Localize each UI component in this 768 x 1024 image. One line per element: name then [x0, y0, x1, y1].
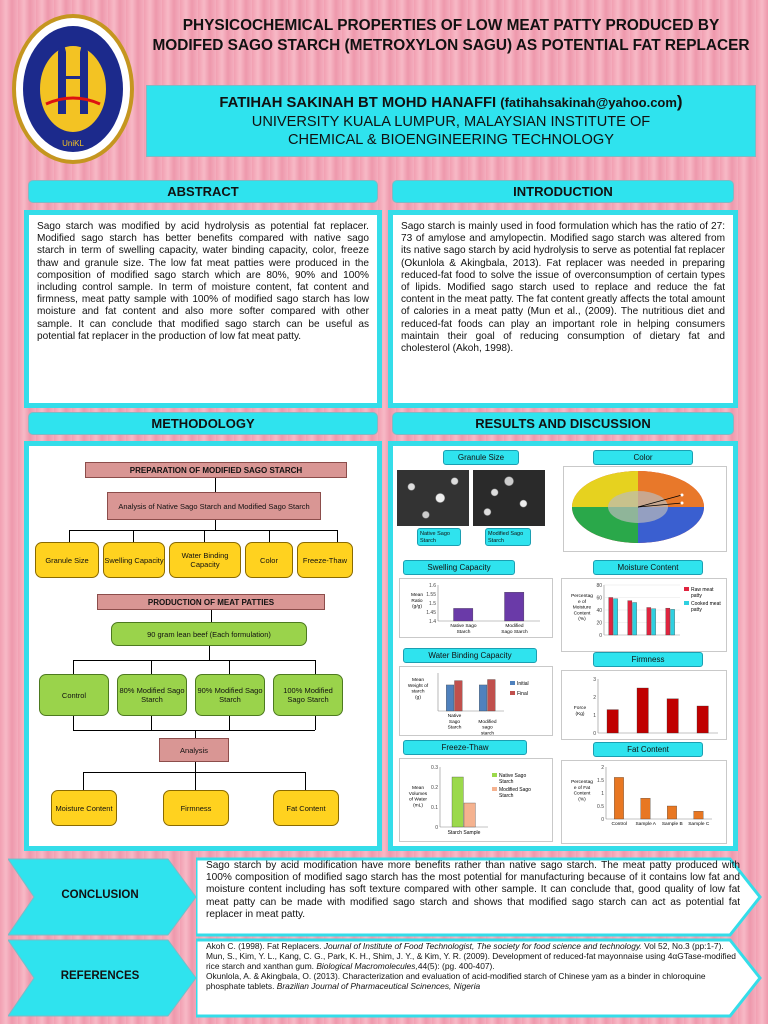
x-tick-label: Starch	[456, 629, 471, 635]
y-axis-label: e of Fat	[573, 785, 591, 791]
introduction-text: Sago starch is mainly used in food formulation which has the ratio of 27: 73 of amylose and amylopectin. Modified sago starch was altered from its native sago starch by acid hydrolysis to serve as potential fat replacer (Okunlola & Akingbala, 2013). Fat replacer was needed in preparing reduced-fat food to solve the issue of overconsumption of certain types of lipids. Modified sago starch used to replace and reduce the fat content in the meat patty. The fat content greatly affects the total amount of calories in a meat patty (Mun et al., (2009). The nutritious diet and reduced-fat foods can play an important role in helping consumers maintain their goal of reducing consumption of dietary fat and cholesterol (Akoh, 1998).	[401, 221, 725, 355]
y-tick-label: 20	[596, 620, 602, 627]
results-panel	[388, 441, 738, 851]
bar-fat	[641, 798, 650, 819]
legend-swatch	[492, 787, 497, 791]
abstract-heading: ABSTRACT	[28, 180, 378, 203]
references-list	[206, 942, 738, 992]
bar-moisture	[647, 608, 651, 636]
label-water-binding: Water Binding Capacity	[403, 648, 537, 663]
x-tick-label: Sample B	[661, 822, 683, 827]
label-granule-size: Granule Size	[443, 450, 519, 465]
y-axis-label: (%)	[578, 797, 586, 803]
y-axis-label: Mean	[412, 786, 424, 791]
label-freeze-thaw: Freeze-Thaw	[403, 740, 527, 755]
bar-moisture	[614, 599, 618, 635]
university-crest-icon	[16, 18, 130, 160]
y-tick-label: 1	[601, 791, 604, 797]
x-tick-label: Sample C	[688, 822, 710, 827]
bar-fat	[667, 806, 676, 819]
y-tick-label: 0.2	[431, 785, 438, 791]
y-axis-label: (%)	[578, 617, 586, 623]
y-axis-label: Percentag	[571, 780, 593, 785]
x-tick-label: Native Sago	[450, 624, 477, 629]
y-tick-label: 40	[596, 608, 602, 614]
x-tick-label: Native	[447, 714, 462, 719]
y-tick-label: 1.5	[597, 778, 604, 784]
label-native-starch: Native Sago Starch	[417, 528, 461, 546]
bar-moisture	[633, 603, 637, 636]
label-swelling: Swelling Capacity	[403, 560, 515, 575]
y-axis-label: Mean	[411, 593, 423, 598]
legend-swatch	[684, 601, 689, 605]
bar-swelling	[505, 592, 524, 621]
y-tick-label: 1	[593, 713, 596, 719]
label-color: Color	[593, 450, 693, 465]
y-tick-label: 0.3	[431, 765, 438, 771]
legend-swatch	[492, 773, 497, 777]
outcome-moisture: Moisture Content	[51, 790, 117, 826]
y-tick-label: 1.4	[429, 619, 436, 625]
label-moisture: Moisture Content	[593, 560, 703, 575]
author-email: (fatihahsakinah@yahoo.com	[500, 95, 677, 110]
analysis-native-box: Analysis of Native Sago Starch and Modified Sago Starch	[107, 492, 321, 520]
y-axis-label: Ratio	[411, 598, 423, 604]
x-tick-label: Modified	[478, 719, 497, 725]
bar-freeze	[452, 777, 463, 827]
color-wheel-icon	[564, 467, 724, 549]
y-tick-label: 2	[593, 695, 596, 701]
legend-label: patty	[691, 607, 702, 613]
bar-fat	[614, 777, 623, 819]
x-tick-label: Sample A	[635, 822, 657, 827]
svg-text:UniKL: UniKL	[62, 139, 84, 148]
introduction-heading: INTRODUCTION	[392, 180, 734, 203]
legend-label: Final	[517, 691, 528, 697]
y-axis-label: Weight of	[407, 683, 429, 689]
y-tick-label: 0	[599, 633, 602, 639]
y-axis-label: (mL)	[413, 803, 423, 809]
legend-swatch	[510, 681, 515, 685]
reference-item: Mun, S., Kim, Y. L., Kang, C. G., Park, K. H., Shim, J. Y., & Kim, Y. R. (2009). Development of reduced-fat mayonnaise using 4αGTase-modified rice starch and xanthan gum. Biological Macromolecules,44(5): (pg. 400-407).	[206, 950, 736, 971]
analysis-box: Analysis	[159, 738, 229, 762]
y-tick-label: 3	[593, 677, 596, 683]
y-axis-label: Content	[573, 791, 591, 797]
freeze-thaw-chart	[399, 758, 553, 842]
legend-label: Starch	[499, 793, 514, 799]
y-axis-label: (g/g)	[412, 604, 422, 610]
conclusion-text: Sago starch by acid modification have more benefits rather than native sago starch. The meat patty produced with 100% composition of modified sago starch has the most potential for manufacturing because of it contains low fat and moisture content including has soft texture compared with other sample. It can conclude that, good quality of low fat meat patty can be made with modified sago starch and shows that modified sago starch can act as potential fat replacer in meat patty.	[206, 860, 740, 920]
methodology-panel	[24, 441, 382, 851]
legend-label: Modified Sago	[499, 787, 531, 793]
results-heading: RESULTS AND DISCUSSION	[392, 412, 734, 435]
x-tick-label: starch	[480, 731, 495, 735]
y-tick-label: 60	[596, 595, 602, 602]
affiliation-line-2: CHEMICAL & BIOENGINEERING TECHNOLOGY	[288, 132, 614, 148]
formulation-80: 80% Modified Sago Starch	[117, 674, 187, 716]
formulation-control: Control	[39, 674, 109, 716]
test-water-binding: Water Binding Capacity	[169, 542, 241, 578]
bar-water	[446, 685, 454, 711]
bar-moisture	[671, 609, 675, 635]
y-tick-label: 0	[601, 817, 604, 823]
label-firmness: Firmness	[593, 652, 703, 667]
y-axis-label: Mean	[412, 678, 424, 683]
bar-firmness	[697, 706, 708, 733]
bar-moisture	[628, 601, 632, 635]
legend-swatch	[684, 587, 689, 591]
author-name: FATIHAH SAKINAH BT MOHD HANAFFI	[219, 95, 497, 111]
outcome-firmness: Firmness	[163, 790, 229, 826]
x-tick-label: Sago	[448, 719, 461, 725]
granule-micrograph-native	[397, 470, 469, 526]
bar-firmness	[607, 710, 618, 733]
x-tick-label: Modified	[505, 624, 524, 629]
bar-water	[488, 680, 496, 711]
test-granule-size: Granule Size	[35, 542, 99, 578]
firmness-chart	[561, 670, 727, 740]
test-swelling-capacity: Swelling Capacity	[103, 542, 165, 578]
y-tick-label: 0	[593, 731, 596, 737]
legend-label: Raw meat	[691, 587, 714, 593]
granule-micrograph-modified	[473, 470, 545, 526]
fat-content-chart	[561, 760, 727, 844]
bar-moisture	[652, 609, 656, 635]
y-axis-label: Percentag	[571, 594, 593, 599]
author-box: FATIHAH SAKINAH BT MOHD HANAFFI (fatihahsakinah@yahoo.com) UNIVERSITY KUALA LUMPUR, MALAYSIAN INSTITUTE OF CHEMICAL & BIOENGINEERING TECHNOLOGY	[146, 85, 756, 157]
legend-label: Native Sago	[499, 773, 527, 779]
y-axis-label: (Kg)	[575, 711, 585, 717]
y-tick-label: 1.55	[426, 592, 436, 598]
y-tick-label: 2	[601, 765, 604, 771]
label-fat-content: Fat Content	[593, 742, 703, 757]
bar-water	[479, 685, 487, 711]
prep-title: PREPARATION OF MODIFIED SAGO STARCH	[85, 462, 347, 478]
reference-item: Okunlola, A. & Akingbala, O. (2013). Characterization and evaluation of acid-modified starch of Chinese yam as a binder in chloroquine phosphate tablets. Brazilian Journal of Pharmaceutical Scinences, Nigeria	[206, 970, 706, 991]
y-axis-label: e of	[577, 599, 587, 605]
y-tick-label: 1.6	[429, 583, 436, 589]
water-binding-chart	[399, 666, 553, 736]
methodology-heading: METHODOLOGY	[28, 412, 378, 435]
y-axis-label: Volumes	[408, 791, 428, 797]
y-tick-label: 0.1	[431, 805, 438, 811]
bar-fat	[694, 811, 703, 819]
x-tick-label: Starch	[447, 725, 462, 731]
x-tick-label: Sago Starch	[501, 629, 528, 635]
introduction-panel	[388, 210, 738, 408]
reference-item: Akoh C. (1998). Fat Replacers. Journal of Institute of Food Technologist, The society for food science and technology. Vol 52, No.3 (pp:1-7).	[206, 941, 724, 951]
abstract-text: Sago starch was modified by acid hydrolysis as potential fat replacer. Modified sago starch has better benefits compared with native sago starch in term of swelling capacity, water binding capacity, color, freeze thaw and granule size. The low fat meat patties were produced in the composition of modified sago starch which are 80%, 90% and 100% including control sample. In term of moisture content, fat content and firmness, meat patty sample with 100% of modified sago starch has low moisture and fat content and also more softer compared with other sample. It can conclude that modified sago starch can be useful as potential fat replacer in the production of low fat meat patty.	[37, 221, 369, 342]
swelling-chart	[399, 578, 553, 638]
affiliation-line-1: UNIVERSITY KUALA LUMPUR, MALAYSIAN INSTITUTE OF	[251, 114, 651, 130]
color-wheel-chart	[563, 466, 727, 552]
y-tick-label: 1.45	[426, 610, 436, 616]
prod-title: PRODUCTION OF MEAT PATTIES	[97, 594, 325, 610]
test-color: Color	[245, 542, 293, 578]
formulation-90: 90% Modified Sago Starch	[195, 674, 265, 716]
x-tick-label: Control	[611, 822, 627, 827]
conclusion-heading: CONCLUSION	[61, 889, 139, 901]
y-tick-label: 0.5	[597, 804, 604, 810]
bar-moisture	[666, 608, 670, 635]
legend-label: Starch	[499, 779, 514, 785]
y-tick-label: 0	[435, 825, 438, 831]
y-axis-label: Force	[573, 706, 587, 711]
y-tick-label: 1.5	[429, 601, 436, 607]
logo	[12, 14, 134, 164]
moisture-chart	[561, 578, 727, 652]
bar-swelling	[454, 608, 473, 621]
legend-label: patty	[691, 593, 702, 599]
bar-firmness	[667, 699, 678, 733]
bar-firmness	[637, 688, 648, 733]
legend-label: Cooked meat	[691, 601, 721, 607]
x-tick-label: sago	[482, 725, 493, 731]
references-heading: REFERENCES	[60, 970, 140, 982]
y-axis-label: Moisture	[572, 605, 592, 611]
abstract-panel	[24, 210, 382, 408]
y-tick-label: 80	[596, 583, 602, 589]
label-modified-starch: Modified Sago Starch	[485, 528, 531, 546]
y-axis-label: (g)	[415, 695, 421, 701]
outcome-fat: Fat Content	[273, 790, 339, 826]
x-axis-label: Starch Sample	[447, 830, 481, 836]
lean-beef-box: 90 gram lean beef (Each formulation)	[111, 622, 307, 646]
poster-title: PHYSICOCHEMICAL PROPERTIES OF LOW MEAT PATTY PRODUCED BY MODIFED SAGO STARCH (METROXYLON SAGU) AS POTENTIAL FAT REPLACER	[152, 17, 750, 54]
legend-swatch	[510, 691, 515, 695]
test-freeze-thaw: Freeze-Thaw	[297, 542, 353, 578]
y-axis-label: of Water	[409, 797, 427, 803]
bar-moisture	[609, 598, 613, 636]
formulation-100: 100% Modified Sago Starch	[273, 674, 343, 716]
y-axis-label: starch	[411, 689, 425, 695]
bar-water	[455, 681, 463, 711]
legend-label: Initial	[517, 681, 529, 687]
bar-freeze	[464, 803, 475, 827]
y-axis-label: Content	[573, 611, 591, 617]
